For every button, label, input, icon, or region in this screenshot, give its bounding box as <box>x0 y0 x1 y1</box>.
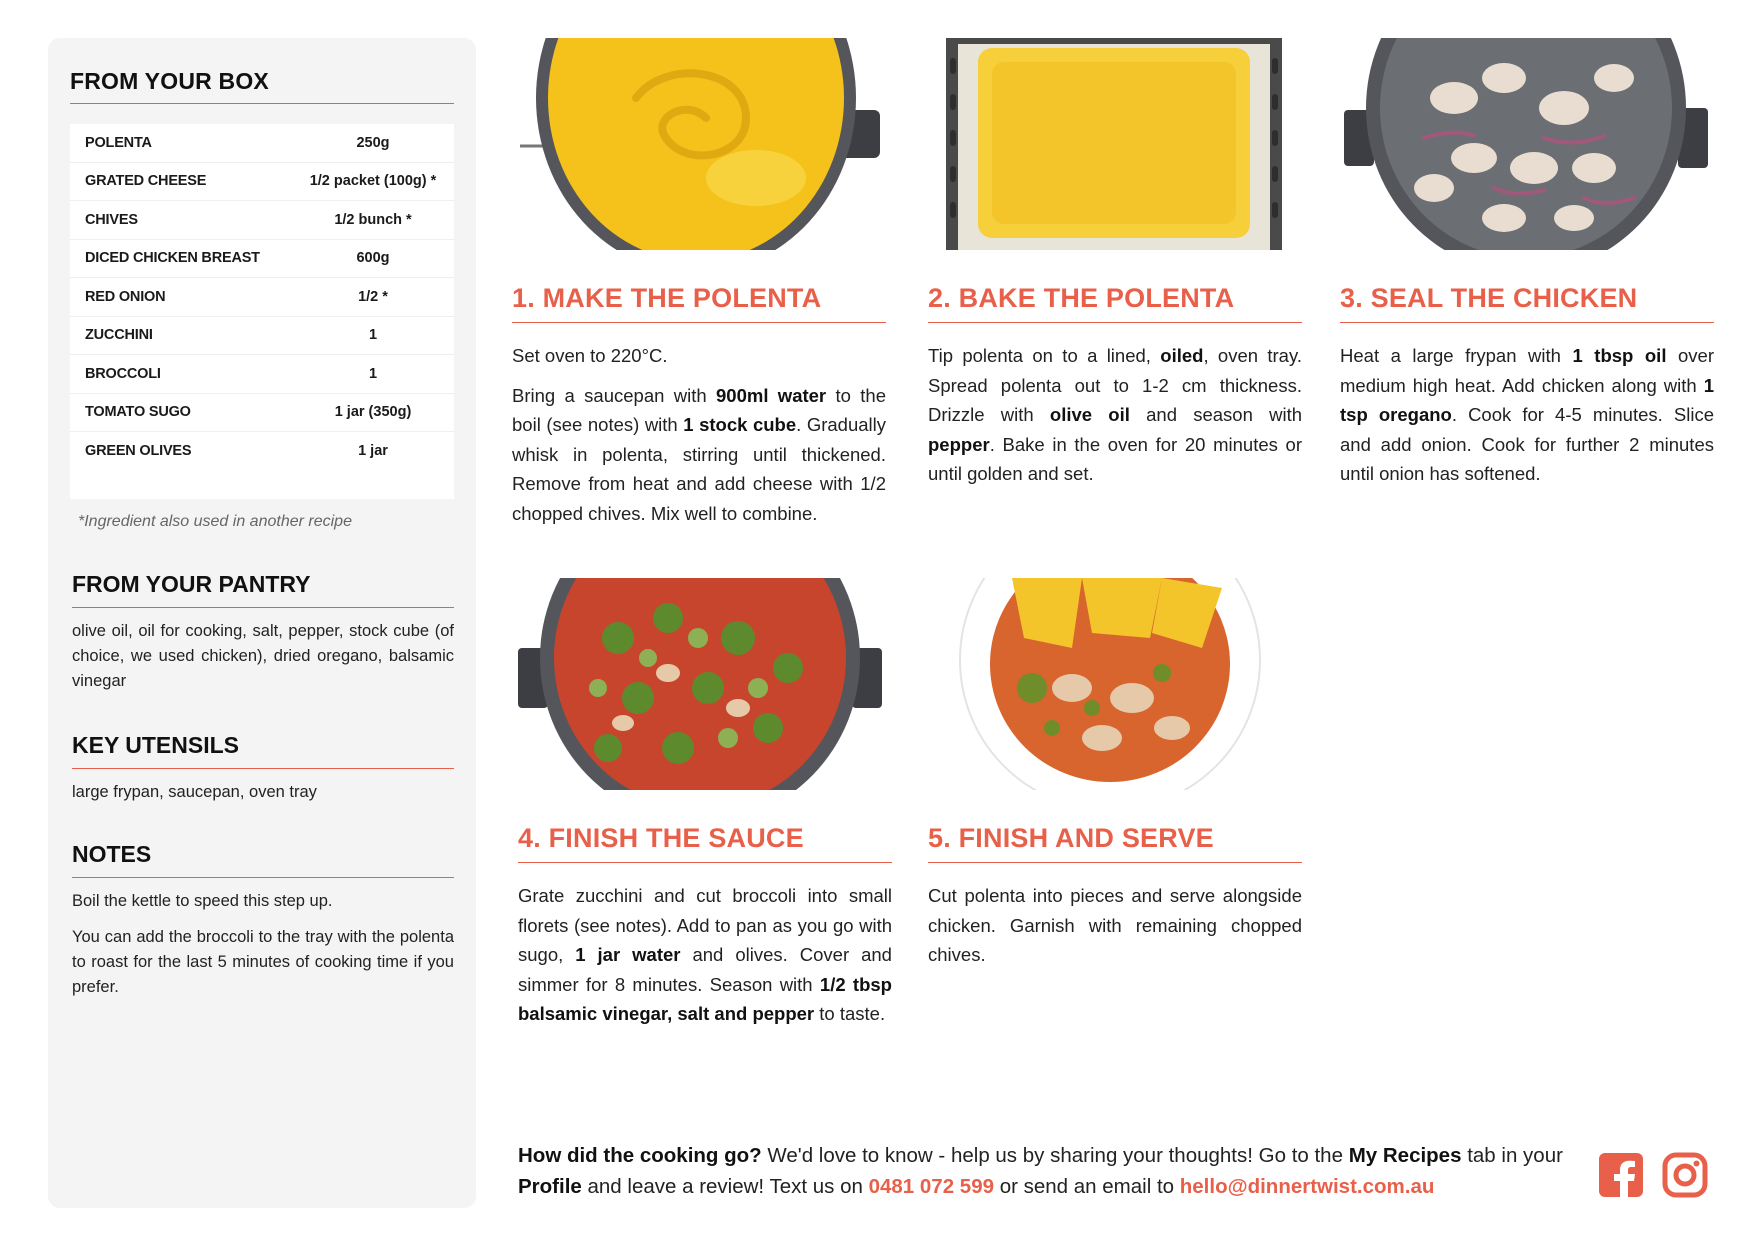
ingredient-row <box>70 163 454 202</box>
ingredient-row <box>70 317 454 356</box>
step-emphasis: 1 tbsp oil <box>1572 345 1667 366</box>
step-paragraph <box>1340 341 1714 489</box>
step-paragraph <box>518 881 892 1029</box>
chicken-frypan-photo <box>1344 38 1708 250</box>
pantry-section <box>70 571 454 694</box>
ingredient-qty: 1 jar (350g) <box>334 404 412 421</box>
footer-text: or send an email to <box>994 1175 1180 1198</box>
step-paragraph <box>928 341 1302 489</box>
ingredient-row <box>70 240 454 279</box>
step-emphasis: 1/2 tbsp balsamic vinegar, salt and pepper <box>518 973 892 1024</box>
ingredient-row <box>70 201 454 240</box>
ingredient-qty: 1 <box>368 327 378 344</box>
ingredient-name: GREEN OLIVES <box>85 443 192 460</box>
ingredients-sidebar <box>48 38 476 1208</box>
ingredient-qty: 1/2 bunch * <box>334 211 412 228</box>
social-links <box>1598 1152 1708 1198</box>
step-paragraph <box>512 341 886 371</box>
polenta-oven-tray-photo <box>932 38 1296 250</box>
box-heading: FROM YOUR BOX <box>70 68 454 104</box>
ingredient-row <box>70 278 454 317</box>
ingredient-name: TOMATO SUGO <box>85 404 191 421</box>
step-body <box>928 341 1302 489</box>
footer-text: and leave a review! Text us on <box>581 1175 869 1198</box>
step-emphasis: 1 stock cube <box>683 414 797 435</box>
step-text: . Cook for 4-5 minutes. Slice and add onion. Cook for further 2 minutes until onion has softened. <box>1340 404 1714 484</box>
contact-link[interactable]: hello@dinnertwist.com.au <box>1179 1175 1435 1198</box>
notes-section <box>70 841 454 1000</box>
step-text: Tip polenta on to a lined, <box>928 345 1161 366</box>
step-emphasis: oiled <box>1160 345 1204 366</box>
ingredient-row <box>70 432 454 471</box>
step-text: to the boil (see notes) with <box>512 384 886 435</box>
step-body <box>928 881 1302 970</box>
step-body <box>512 341 886 528</box>
ingredient-footnote: *Ingredient also used in another recipe <box>78 512 352 530</box>
ingredient-name: RED ONION <box>85 288 166 305</box>
ingredient-name: GRATED CHEESE <box>85 173 207 190</box>
pantry-text: olive oil, oil for cooking, salt, pepper, stock cube (of choice, we used chicken), dried oregano, balsamic vinegar <box>72 621 454 690</box>
notes-heading: NOTES <box>72 841 454 878</box>
ingredient-row <box>70 124 454 163</box>
ingredient-qty: 1/2 packet (100g) * <box>309 173 437 190</box>
instagram-icon[interactable] <box>1662 1152 1708 1198</box>
footer-emphasis: How did the cooking go? <box>518 1144 762 1167</box>
ingredient-qty: 1 jar <box>358 443 388 460</box>
ingredient-name: ZUCCHINI <box>85 327 153 344</box>
step-1 <box>512 38 886 528</box>
step-emphasis: 1 tsp oregano <box>1340 374 1714 425</box>
note-text: You can add the broccoli to the tray with the polenta to roast for the last 5 minutes of cooking time if you prefer. <box>72 927 454 996</box>
ingredient-qty: 250g <box>356 134 390 151</box>
ingredient-qty: 600g <box>356 250 390 267</box>
pantry-heading: FROM YOUR PANTRY <box>72 571 454 608</box>
step-emphasis: olive oil <box>1049 404 1130 425</box>
step-4 <box>518 578 892 1029</box>
ingredient-name: DICED CHICKEN BREAST <box>85 250 260 267</box>
step-title: 2. BAKE THE POLENTA <box>928 283 1302 323</box>
step-text: Grate zucchini and cut broccoli into small florets (see notes). Add to pan as you go with sugo, <box>518 885 892 965</box>
step-text: Bring a saucepan with <box>512 384 716 406</box>
footer-text: We'd love to know - help us by sharing your thoughts! Go to the <box>761 1144 1349 1167</box>
step-text: and season with <box>1129 404 1303 425</box>
step-emphasis: pepper <box>928 433 990 455</box>
ingredient-name: POLENTA <box>85 134 152 151</box>
sauce-frypan-photo <box>518 578 882 790</box>
step-3 <box>1340 38 1714 489</box>
ingredients-table <box>70 124 454 499</box>
utensils-section <box>70 732 454 805</box>
step-paragraph <box>928 881 1302 970</box>
ingredient-name: CHIVES <box>85 211 138 228</box>
step-title: 3. SEAL THE CHICKEN <box>1340 283 1714 323</box>
step-text: . Gradually whisk in polenta, stirring until thickened. Remove from heat and add cheese with 1/2 chopped chives. Mix well to combine. <box>512 414 886 524</box>
step-emphasis: 900ml water <box>716 384 827 406</box>
step-2 <box>928 38 1302 489</box>
step-text: , oven tray. Spread polenta out to 1-2 cm thickness. Drizzle with <box>928 345 1302 425</box>
step-text: . Bake in the oven for 20 minutes or until golden and set. <box>928 433 1302 484</box>
step-text: over medium high heat. Add chicken along with <box>1340 345 1714 396</box>
footer-emphasis: My Recipes <box>1348 1144 1462 1167</box>
step-title: 4. FINISH THE SAUCE <box>518 823 892 863</box>
ingredient-row <box>70 355 454 394</box>
ingredient-name: BROCCOLI <box>85 365 161 382</box>
contact-link[interactable]: 0481 072 599 <box>868 1175 994 1198</box>
feedback-footer <box>518 1140 1578 1202</box>
step-5 <box>928 578 1302 970</box>
step-text: Set oven to 220°C. <box>512 345 668 366</box>
facebook-icon[interactable] <box>1598 1152 1644 1198</box>
step-title: 5. FINISH AND SERVE <box>928 823 1302 863</box>
note-text: Boil the kettle to speed this step up. <box>72 891 333 910</box>
step-text: and olives. Cover and simmer for 8 minutes. Season with <box>518 944 892 995</box>
ingredient-qty: 1/2 * <box>358 288 388 305</box>
ingredient-qty: 1 <box>368 365 378 382</box>
step-title: 1. MAKE THE POLENTA <box>512 283 886 323</box>
ingredient-row <box>70 394 454 433</box>
step-paragraph <box>512 381 886 529</box>
step-text: to taste. <box>814 1003 886 1024</box>
polenta-saucepan-photo <box>516 38 880 250</box>
utensils-heading: KEY UTENSILS <box>72 732 454 769</box>
step-text: Heat a large frypan with <box>1340 345 1573 366</box>
plated-dish-photo <box>932 578 1296 790</box>
utensils-text: large frypan, saucepan, oven tray <box>72 782 317 801</box>
step-body <box>518 881 892 1029</box>
step-text: Cut polenta into pieces and serve alongside chicken. Garnish with remaining chopped chives. <box>928 885 1302 965</box>
step-body <box>1340 341 1714 489</box>
footer-text: tab in your <box>1461 1144 1563 1167</box>
step-emphasis: 1 jar water <box>575 944 681 965</box>
footer-emphasis: Profile <box>518 1175 582 1198</box>
